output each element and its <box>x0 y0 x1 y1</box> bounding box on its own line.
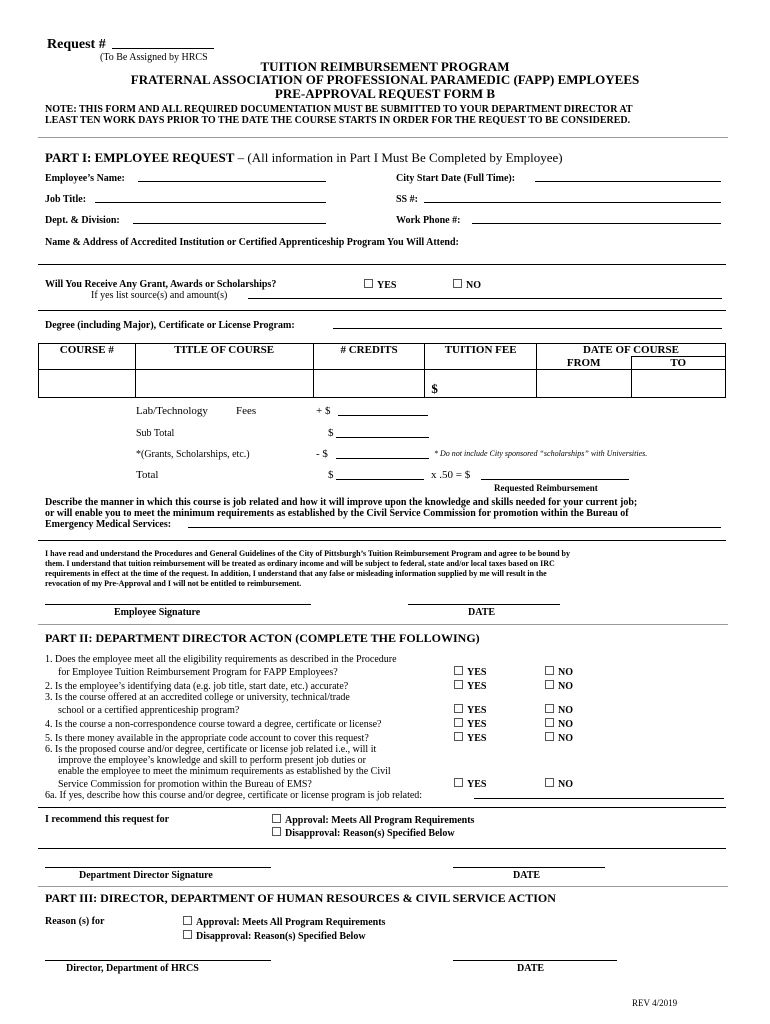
course-number-cell[interactable] <box>39 370 136 398</box>
work-phone-field[interactable] <box>472 223 721 224</box>
course-table <box>38 343 726 398</box>
employee-signature-field[interactable] <box>45 604 311 605</box>
checkbox-icon[interactable] <box>545 704 554 713</box>
part1-heading-note: – (All information in Part I Must Be Completed by Employee) <box>234 150 563 165</box>
q5-yes-label: YES <box>467 733 487 744</box>
q6a-field[interactable] <box>474 798 724 799</box>
reason-label: Reason (s) for <box>45 916 105 927</box>
divider <box>38 886 728 887</box>
credits-cell[interactable] <box>313 370 425 398</box>
checkbox-icon[interactable] <box>454 778 463 787</box>
q3-no-label: NO <box>558 705 573 716</box>
recommend-approval-label: Approval: Meets All Program Requirements <box>285 815 475 826</box>
hrcs-signature-label: Director, Department of HRCS <box>66 963 199 974</box>
q4-no-label: NO <box>558 719 573 730</box>
checkbox-icon[interactable] <box>545 680 554 689</box>
requested-reimbursement-label: Requested Reimbursement <box>494 483 598 493</box>
col-tuition-fee: TUITION FEE <box>425 344 537 370</box>
part3-heading: PART III: DIRECTOR, DEPARTMENT OF HUMAN RESOURCES & CIVIL SERVICE ACTION <box>45 891 556 905</box>
col-date-to: TO <box>631 357 726 370</box>
employee-name-label: Employee’s Name: <box>45 173 125 184</box>
total-field[interactable] <box>336 479 424 480</box>
col-course-title: TITLE OF COURSE <box>135 344 313 370</box>
ss-label: SS #: <box>396 194 418 205</box>
q6-yes-label: YES <box>467 779 487 790</box>
q3-no[interactable] <box>545 704 573 716</box>
grant-sources-field-2[interactable] <box>38 310 726 311</box>
form-title-program: TUITION REIMBURSEMENT PROGRAM <box>260 59 510 74</box>
institution-label: Name & Address of Accredited Institution or Certified Apprenticeship Program You Will Attend: <box>45 237 459 248</box>
employee-date-field[interactable] <box>408 604 560 605</box>
degree-field[interactable] <box>333 328 722 329</box>
checkbox-icon[interactable] <box>454 666 463 675</box>
checkbox-icon[interactable] <box>454 718 463 727</box>
grant-question: Will You Receive Any Grant, Awards or Scholarships? <box>45 279 277 290</box>
q3-line-1: 3. Is the course offered at an accredited college or university, technical/trade <box>45 692 350 703</box>
q1-line-2: for Employee Tuition Reimbursement Program for FAPP Employees? <box>58 667 338 678</box>
q6-line-1: 6. Is the proposed course and/or degree, certificate or license job related i.e., will it <box>45 744 377 755</box>
checkbox-icon[interactable] <box>453 279 462 288</box>
q1-yes[interactable] <box>454 666 486 678</box>
checkbox-icon[interactable] <box>545 666 554 675</box>
recommend-approval[interactable] <box>272 814 474 826</box>
request-number-line[interactable] <box>112 48 214 49</box>
recommend-reason-field[interactable] <box>38 848 726 849</box>
checkbox-icon[interactable] <box>272 814 281 823</box>
describe-field-2[interactable] <box>38 540 726 541</box>
grants-label: *(Grants, Scholarships, etc.) <box>136 449 250 460</box>
hrcs-disapproval[interactable] <box>183 930 366 942</box>
q5-no-label: NO <box>558 733 573 744</box>
institution-field[interactable] <box>38 264 726 265</box>
director-signature-label: Department Director Signature <box>79 870 213 881</box>
degree-label: Degree (including Major), Certificate or License Program: <box>45 320 295 331</box>
q3-yes[interactable] <box>454 704 486 716</box>
agreement-line-4: revocation of my Pre-Approval and I will not be entitled to reimbursement. <box>45 579 302 588</box>
hrcs-signature-field[interactable] <box>45 960 271 961</box>
grant-yes-option[interactable] <box>364 279 396 291</box>
q3-yes-label: YES <box>467 705 487 716</box>
q1-no[interactable] <box>545 666 573 678</box>
total-value: $ <box>328 469 334 481</box>
col-credits: # CREDITS <box>313 344 425 370</box>
grant-sources-field[interactable] <box>248 298 722 299</box>
describe-line-3: Emergency Medical Services: <box>45 519 172 530</box>
employee-signature-label: Employee Signature <box>114 607 201 618</box>
grant-yes-label: YES <box>377 280 397 291</box>
request-number-label: Request # <box>47 37 106 52</box>
recommend-disapproval-label: Disapproval: Reason(s) Specified Below <box>285 828 455 839</box>
grant-no-label: NO <box>466 280 481 291</box>
q6a-field-2[interactable] <box>38 807 726 808</box>
revision-label: REV 4/2019 <box>632 998 678 1008</box>
agreement-line-3: requirements in effect at the time of the request. In addition, I understand that any false or misleading information supplied by me will result in the <box>45 569 547 578</box>
col-date-of-course: DATE OF COURSE <box>536 344 725 357</box>
total-label: Total <box>136 469 159 481</box>
employee-date-label: DATE <box>468 607 496 618</box>
checkbox-icon[interactable] <box>545 732 554 741</box>
form-title-association: FRATERNAL ASSOCIATION OF PROFESSIONAL PARAMEDIC (FAPP) EMPLOYEES <box>130 72 640 87</box>
describe-line-2: or will enable you to meet the minimum requirements as established by the Civil Service Commission for promotion within the Bureau of <box>45 508 629 519</box>
recommend-label: I recommend this request for <box>45 814 170 825</box>
checkbox-icon[interactable] <box>454 704 463 713</box>
city-start-date-label: City Start Date (Full Time): <box>396 173 516 184</box>
grants-field[interactable] <box>336 458 429 459</box>
q1-line-1: 1. Does the employee meet all the eligibility requirements as described in the Procedure <box>45 654 397 665</box>
hrcs-date-field[interactable] <box>453 960 617 961</box>
col-course-number: COURSE # <box>39 344 136 370</box>
ss-field[interactable] <box>424 202 721 203</box>
city-start-date-field[interactable] <box>535 181 721 182</box>
work-phone-label: Work Phone #: <box>396 215 461 226</box>
reimbursement-formula: x .50 = $ <box>431 469 471 481</box>
q5-no[interactable] <box>545 732 573 744</box>
director-date-label: DATE <box>513 870 541 881</box>
subtotal-value: $ <box>328 427 334 439</box>
part1-heading <box>45 150 563 166</box>
note-line-1: NOTE: THIS FORM AND ALL REQUIRED DOCUMENTATION MUST BE SUBMITTED TO YOUR DEPARTMENT DIRECTOR AT <box>45 104 633 115</box>
agreement-line-1: I have read and understand the Procedures and General Guidelines of the City of Pittsburgh’s Tuition Reimbursement Program and agree to be bound by <box>45 549 570 558</box>
q6-yes[interactable] <box>454 778 486 790</box>
grants-value: - $ <box>316 448 328 460</box>
part1-heading-title: PART I: EMPLOYEE REQUEST <box>45 150 235 165</box>
requested-reimbursement-field[interactable] <box>481 479 629 480</box>
checkbox-icon[interactable] <box>545 718 554 727</box>
subtotal-label: Sub Total <box>136 428 175 439</box>
checkbox-icon[interactable] <box>364 279 373 288</box>
q6-line-4: Service Commission for promotion within the Bureau of EMS? <box>58 779 312 790</box>
q5: 5. Is there money available in the appropriate code account to cover this request? <box>45 733 369 744</box>
q4-yes[interactable] <box>454 718 486 730</box>
q2-no[interactable] <box>545 680 573 692</box>
lab-fee-value: + $ <box>316 405 331 417</box>
date-from-cell[interactable] <box>536 370 631 398</box>
hrcs-disapproval-label: Disapproval: Reason(s) Specified Below <box>196 931 366 942</box>
q3-line-2: school or a certified apprenticeship program? <box>58 705 240 716</box>
hrcs-approval[interactable] <box>183 916 385 928</box>
checkbox-icon[interactable] <box>454 732 463 741</box>
q6-line-2: improve the employee’s knowledge and skill to perform present job duties or <box>58 755 366 766</box>
q6-no[interactable] <box>545 778 573 790</box>
tuition-fee-cell[interactable] <box>425 370 537 398</box>
checkbox-icon[interactable] <box>272 827 281 836</box>
q2-yes-label: YES <box>467 681 487 692</box>
director-signature-field[interactable] <box>45 867 271 868</box>
agreement-line-2: them. I understand that tuition reimbursement will be treated as ordinary income and will be subject to federal, state and/or local taxes based on IRC <box>45 559 555 568</box>
checkbox-icon[interactable] <box>183 916 192 925</box>
course-title-cell[interactable] <box>135 370 313 398</box>
describe-field[interactable] <box>188 527 721 528</box>
q2-yes[interactable] <box>454 680 486 692</box>
subtotal-field[interactable] <box>336 437 429 438</box>
director-date-field[interactable] <box>453 867 605 868</box>
request-note: (To Be Assigned by HRCS <box>100 52 208 63</box>
q2: 2. Is the employee’s identifying data (e.g. job title, start date, etc.) accurate? <box>45 681 349 692</box>
q1-yes-label: YES <box>467 667 487 678</box>
checkbox-icon[interactable] <box>183 930 192 939</box>
divider <box>38 137 728 138</box>
job-title-label: Job Title: <box>45 194 87 205</box>
q4-yes-label: YES <box>467 719 487 730</box>
q6a-label: 6a. If yes, describe how this course and/or degree, certificate or license program is job related: <box>45 790 423 801</box>
grants-note: * Do not include City sponsored “scholarships” with Universities. <box>434 449 648 458</box>
recommend-disapproval[interactable] <box>272 827 455 839</box>
note-line-2: LEAST TEN WORK DAYS PRIOR TO THE DATE THE COURSE STARTS IN ORDER FOR THE REQUEST TO BE CONSIDERED. <box>45 115 631 126</box>
q6-no-label: NO <box>558 779 573 790</box>
lab-technology-label: Lab/Technology <box>136 405 208 417</box>
q1-no-label: NO <box>558 667 573 678</box>
form-title-form: PRE-APPROVAL REQUEST FORM B <box>274 86 496 101</box>
q6-line-3: enable the employee to meet the minimum requirements as established by the Civil <box>58 766 391 777</box>
checkbox-icon[interactable] <box>545 778 554 787</box>
q4: 4. Is the course a non-correspondence course toward a degree, certificate or license? <box>45 719 382 730</box>
date-to-cell[interactable] <box>631 370 726 398</box>
employee-name-field[interactable] <box>138 181 326 182</box>
checkbox-icon[interactable] <box>454 680 463 689</box>
q2-no-label: NO <box>558 681 573 692</box>
part2-heading: PART II: DEPARTMENT DIRECTOR ACTON (COMPLETE THE FOLLOWING) <box>45 631 480 645</box>
hrcs-approval-label: Approval: Meets All Program Requirements <box>196 917 386 928</box>
grant-no-option[interactable] <box>453 279 481 291</box>
fees-label: Fees <box>236 405 257 417</box>
grant-sources-label: If yes list source(s) and amount(s) <box>91 290 228 301</box>
q4-no[interactable] <box>545 718 573 730</box>
hrcs-date-label: DATE <box>517 963 545 974</box>
col-date-from: FROM <box>536 357 631 370</box>
dollar-sign: $ <box>431 381 438 396</box>
job-title-field[interactable] <box>95 202 326 203</box>
divider <box>38 624 728 625</box>
describe-line-1: Describe the manner in which this course is job related and how it will improve upon the knowledge and skills needed for your current job; <box>45 497 638 508</box>
dept-division-label: Dept. & Division: <box>45 215 120 226</box>
lab-fee-field[interactable] <box>338 415 428 416</box>
q5-yes[interactable] <box>454 732 486 744</box>
dept-division-field[interactable] <box>133 223 326 224</box>
